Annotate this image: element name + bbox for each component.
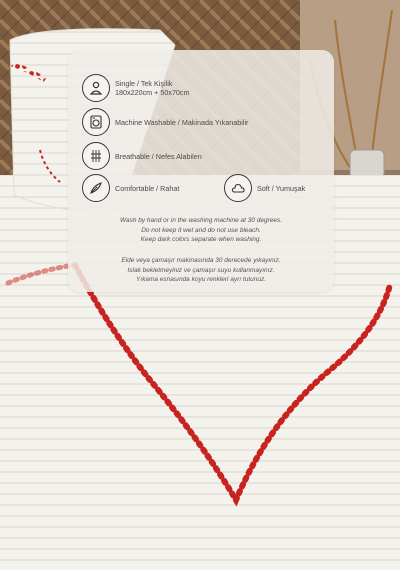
breathable-text	[115, 152, 202, 161]
feature-soft	[224, 174, 305, 202]
care-en-line: Keep dark colors separate when washing.	[140, 236, 262, 243]
feature-breathable	[82, 142, 202, 170]
washable-text	[115, 118, 248, 127]
size-dimensions: 180x220cm + 50x70cm	[115, 88, 190, 97]
fabric-airflow-icon	[82, 142, 110, 170]
care-instructions-tr	[82, 256, 320, 285]
person-icon	[82, 74, 110, 102]
soft-text	[257, 184, 305, 193]
info-panel	[68, 50, 334, 292]
feature-size	[82, 74, 190, 102]
feature-comfortable	[82, 174, 179, 202]
care-tr-line: Elde veya çamaşır makinasında 30 derecede yıkayınız.	[121, 257, 281, 264]
washing-machine-icon	[82, 108, 110, 136]
feather-icon	[82, 174, 110, 202]
soft-label: Soft / Yumuşak	[257, 183, 306, 193]
vase	[350, 150, 384, 178]
size-label: Single / Tek Kişilik	[115, 79, 173, 88]
breathable-label: Breathable / Nefes Alabilen	[115, 151, 202, 161]
size-text	[115, 79, 190, 97]
comfortable-label: Comfortable / Rahat	[115, 183, 180, 193]
care-tr-line: Islak bekletmeyiniz ve çamaşır suyu kullanmayınız.	[127, 266, 275, 274]
washable-label: Machine Washable / Makinada Yıkanabilir	[115, 117, 249, 127]
care-en-line: Wash by hand or in the washing machine at 30 degrees.	[119, 217, 283, 224]
care-tr-line: Yıkama esnasında koyu renkleri ayrı tutunuz.	[135, 276, 267, 283]
comfortable-text	[115, 184, 179, 193]
feature-washable	[82, 108, 248, 136]
care-en-line: Do not keep it wet and do not use bleach.	[141, 226, 261, 234]
care-instructions-en	[82, 216, 320, 245]
cloud-icon	[224, 174, 252, 202]
